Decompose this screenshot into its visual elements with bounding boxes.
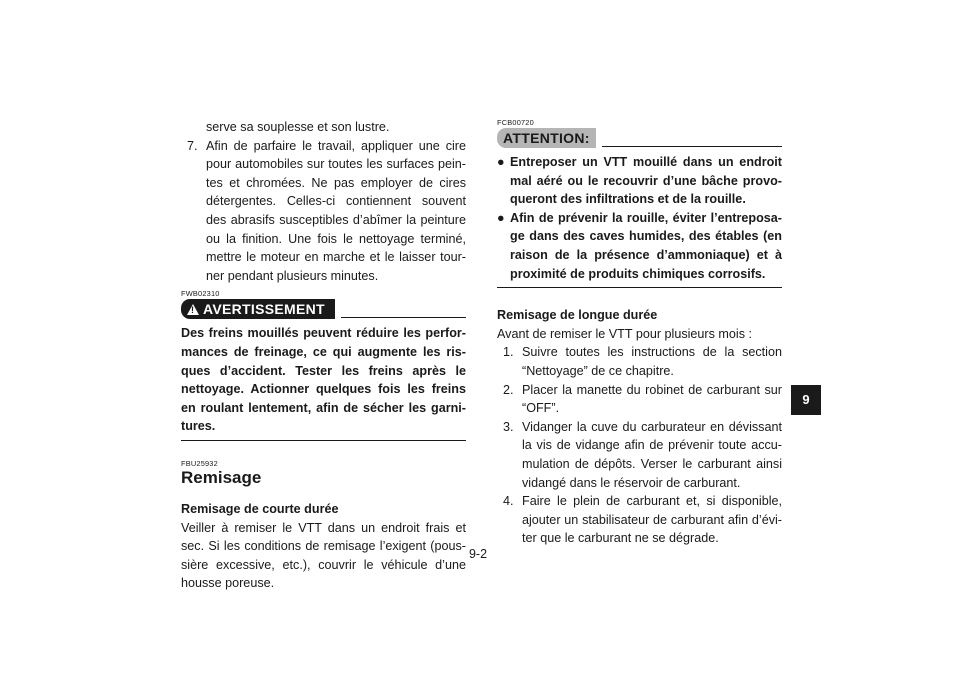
long-storage-intro: Avant de remiser le VTT pour plusieurs mois : (497, 326, 753, 341)
left-column (181, 118, 466, 593)
page-number: 9-2 (468, 547, 488, 561)
step-4 (497, 492, 782, 548)
bullet-item: ● Afin de prévenir la rouille, éviter l’entreposa-ge dans des caves humides, des étables (en raison de la présence d’ammoniaque) et à proximité de produits chimiques corrosifs. (497, 210, 782, 281)
step-text: Vidanger la cuve du carburateur en dévissant la vis de vidange afin de prévenir toute accu-mulation de dépôts. Verser le carburant ainsi vidangé dans le réservoir de carburant. (522, 419, 782, 490)
step-text: Placer la manette du robinet de carburant sur “OFF”. (522, 382, 782, 416)
step-number: 2. (503, 382, 514, 397)
warning-label: !AVERTISSEMENT (181, 299, 335, 319)
step-2 (497, 381, 782, 418)
warning-code: FWB02310 (181, 289, 220, 299)
step6-tail: serve sa souplesse et son lustre. (206, 120, 390, 134)
attention-block (497, 118, 782, 288)
step-number: 3. (503, 419, 514, 434)
warning-triangle-icon (187, 304, 199, 315)
right-column (497, 118, 782, 548)
section-remisage (181, 459, 466, 593)
long-storage-title: Remisage de longue durée (497, 308, 658, 323)
step-text: Faire le plein de carburant et, si disponible, ajouter un stabilisateur de carburant afin d’évi-ter que le carburant ne se dégrade. (522, 494, 782, 546)
step-3 (497, 418, 782, 492)
step-number: 1. (503, 345, 514, 360)
step-text: Suivre toutes les instructions de la section “Nettoyage” de ce chapitre. (522, 345, 782, 378)
attention-rule (602, 146, 782, 147)
step-number: 7. (187, 138, 198, 153)
step-number: 4. (503, 494, 514, 509)
bullet-dot-icon: ● (497, 210, 505, 225)
short-storage-title: Remisage de courte durée (181, 501, 339, 516)
chapter-tab: 9 (791, 385, 821, 415)
short-storage-text: Veiller à remiser le VTT dans un endroit frais et sec. Si les conditions de remisage l’exigent (pous-sière excessive, etc.), couvrir le véhicule d’une housse poreuse. (181, 520, 466, 591)
step-text: Afin de parfaire le travail, appliquer une cire pour automobiles sur toutes les surfaces pein-tes et chromées. Ne pas employer de cires détergentes. Celles-ci contiennent souvent des abrasifs susceptibles d’abîmer la peinture ou la finition. Une fois le nettoyage terminé, mettre le moteur en marche et le laisser tour-ner pendant plusieurs minutes. (206, 138, 466, 283)
section-title: Remisage (181, 467, 262, 487)
section-code: FBU25932 (181, 458, 218, 468)
warning-block (181, 289, 466, 441)
attention-label: ATTENTION: (497, 128, 596, 148)
step-7 (181, 137, 466, 286)
step-1 (497, 343, 782, 380)
warning-text: Des freins mouillés peuvent réduire les perfor-mances de freinage, ce qui augmente les ris-ques d’accident. Tester les freins après le nettoyage. Actionner quelques fois les freins en roulant lentement, afin de sécher les garni-tures. (181, 326, 466, 434)
attention-code: FCB00720 (497, 118, 534, 127)
bullet-item: ● Entreposer un VTT mouillé dans un endroit mal aéré ou le recouvrir d’une bâche provo-queront des infiltrations et de la rouille. (497, 155, 782, 207)
warning-end-rule (181, 440, 466, 441)
long-storage-section (497, 306, 782, 548)
warning-rule (341, 317, 466, 318)
bullet-dot-icon: ● (497, 155, 505, 169)
attention-end-rule (497, 287, 782, 288)
